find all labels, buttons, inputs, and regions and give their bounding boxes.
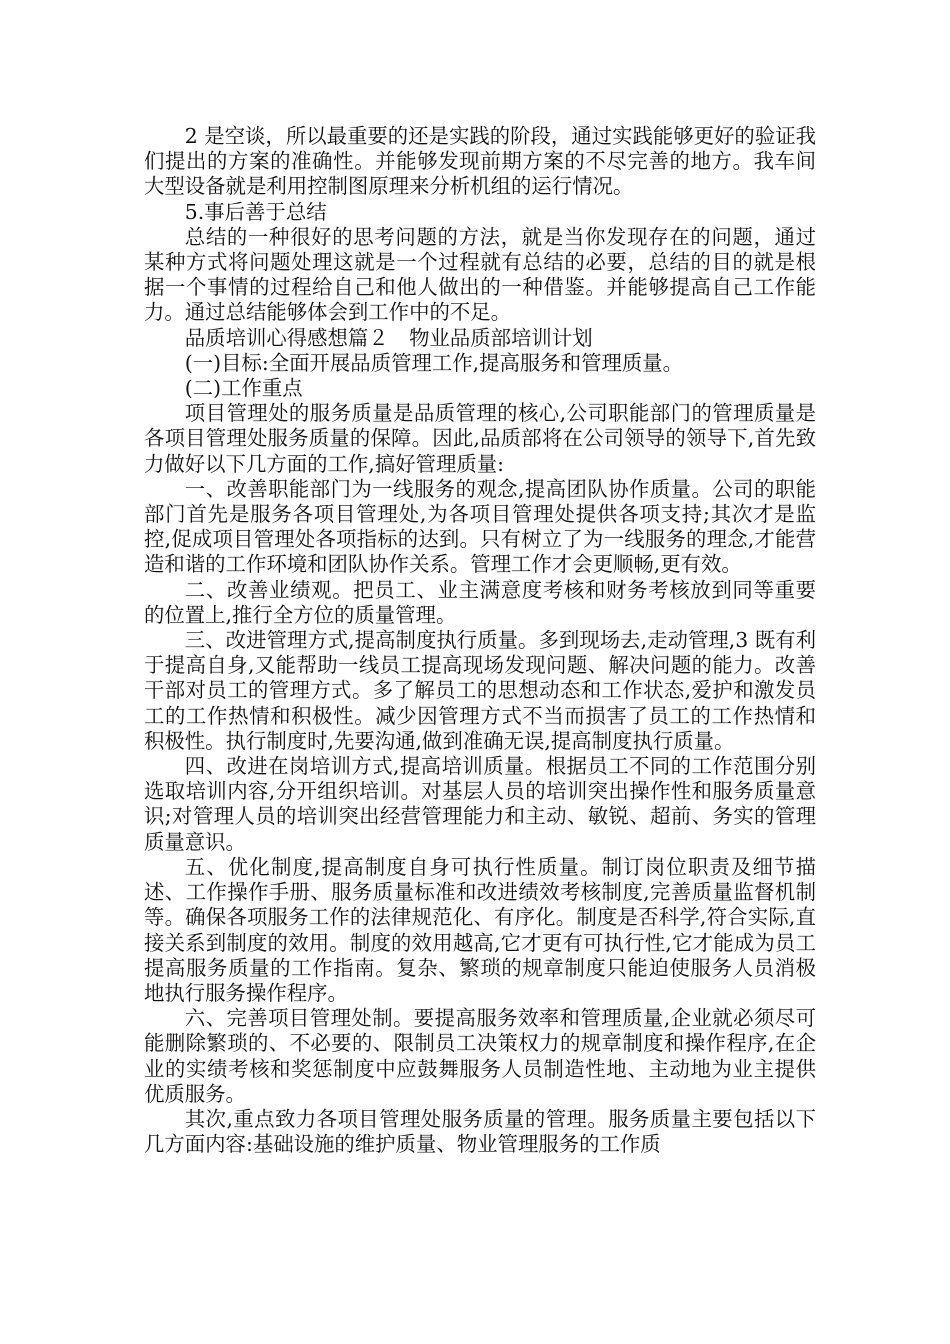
heading-summary: 5.事后善于总结: [184, 199, 327, 224]
paragraph-item-3: 三、改进管理方式,提高制度执行质量。多到现场去,走动管理,3 既有利于提高自身,又能帮助一线员工提高现场发现问题、解决问题的能力。改善干部对员工的管理方式。多了解员工的思想动态和工作状态,爱护和激发员工的工作热情和积极性。减少因管理方式不当而损害了员工的工作热情和积极性。执行制度时,先要沟通,做到准确无误,提高制度执行质量。: [144, 628, 816, 753]
paragraph-summary: 总结的一种很好的思考问题的方法，就是当你发现存在的问题，通过某种方式将问题处理这就是一个过程就有总结的必要，总结的目的就是根据一个事情的过程给自己和他人做出的一种借鉴。并能够提高自己工作能力。通过总结能够体会到工作中的不足。: [144, 224, 816, 325]
paragraph-goal: (一)目标:全面开展品质管理工作,提高服务和管理质量。: [184, 350, 684, 375]
paragraph-intro: 项目管理处的服务质量是品质管理的核心,公司职能部门的管理质量是各项目管理处服务质量的保障。因此,品质部将在公司领导的领导下,首先致力做好以下几方面的工作,搞好管理质量:: [144, 401, 816, 476]
section-title: 品质培训心得感想篇２ 物业品质部培训计划: [184, 325, 593, 350]
paragraph-item-6: 六、完善项目管理处制。要提高服务效率和管理质量,企业就必须尽可能删除繁琐的、不必要的、限制员工决策权力的规章制度和操作程序,在企业的实绩考核和奖惩制度中应鼓舞服务人员制造性地、主动地为业主提供优质服务。: [144, 1006, 816, 1106]
paragraph-item-4: 四、改进在岗培训方式,提高培训质量。根据员工不同的工作范围分别选取培训内容,分开组织培训。对基层人员的培训突出操作性和服务质量意识;对管理人员的培训突出经营管理能力和主动、敏锐、超前、务实的管理质量意识。: [144, 754, 816, 854]
heading-work-focus: (二)工作重点: [184, 376, 303, 401]
paragraph-item-1: 一、改善职能部门为一线服务的观念,提高团队协作质量。公司的职能部门首先是服务各项目管理处,为各项目管理处提供各项支持;其次才是监控,促成项目管理处各项指标的达到。只有树立了为一线服务的理念,才能营造和谐的工作环境和团队协作关系。管理工作才会更顺畅,更有效。: [144, 476, 816, 577]
paragraph-service-quality: 其次,重点致力各项目管理处服务质量的管理。服务质量主要包括以下几方面内容:基础设施的维护质量、物业管理服务的工作质: [144, 1106, 816, 1157]
paragraph-item-5: 五、优化制度,提高制度自身可执行性质量。制订岗位职责及细节描述、工作操作手册、服务质量标准和改进绩效考核制度,完善质量监督机制等。确保各项服务工作的法律规范化、有序化。制度是否科学,符合实际,直接关系到制度的效用。制度的效用越高,它才更有可执行性,它才能成为员工提高服务质量的工作指南。复杂、繁琐的规章制度只能迫使服务人员消极地执行服务操作程序。: [144, 854, 816, 1005]
paragraph-practice: 2 是空谈，所以最重要的还是实践的阶段，通过实践能够更好的验证我们提出的方案的准确性。并能够发现前期方案的不尽完善的地方。我车间大型设备就是利用控制图原理来分析机组的运行情况。: [144, 124, 816, 199]
paragraph-item-2: 二、改善业绩观。把员工、业主满意度考核和财务考核放到同等重要的位置上,推行全方位的质量管理。: [144, 577, 816, 627]
document-body: [144, 124, 816, 1157]
